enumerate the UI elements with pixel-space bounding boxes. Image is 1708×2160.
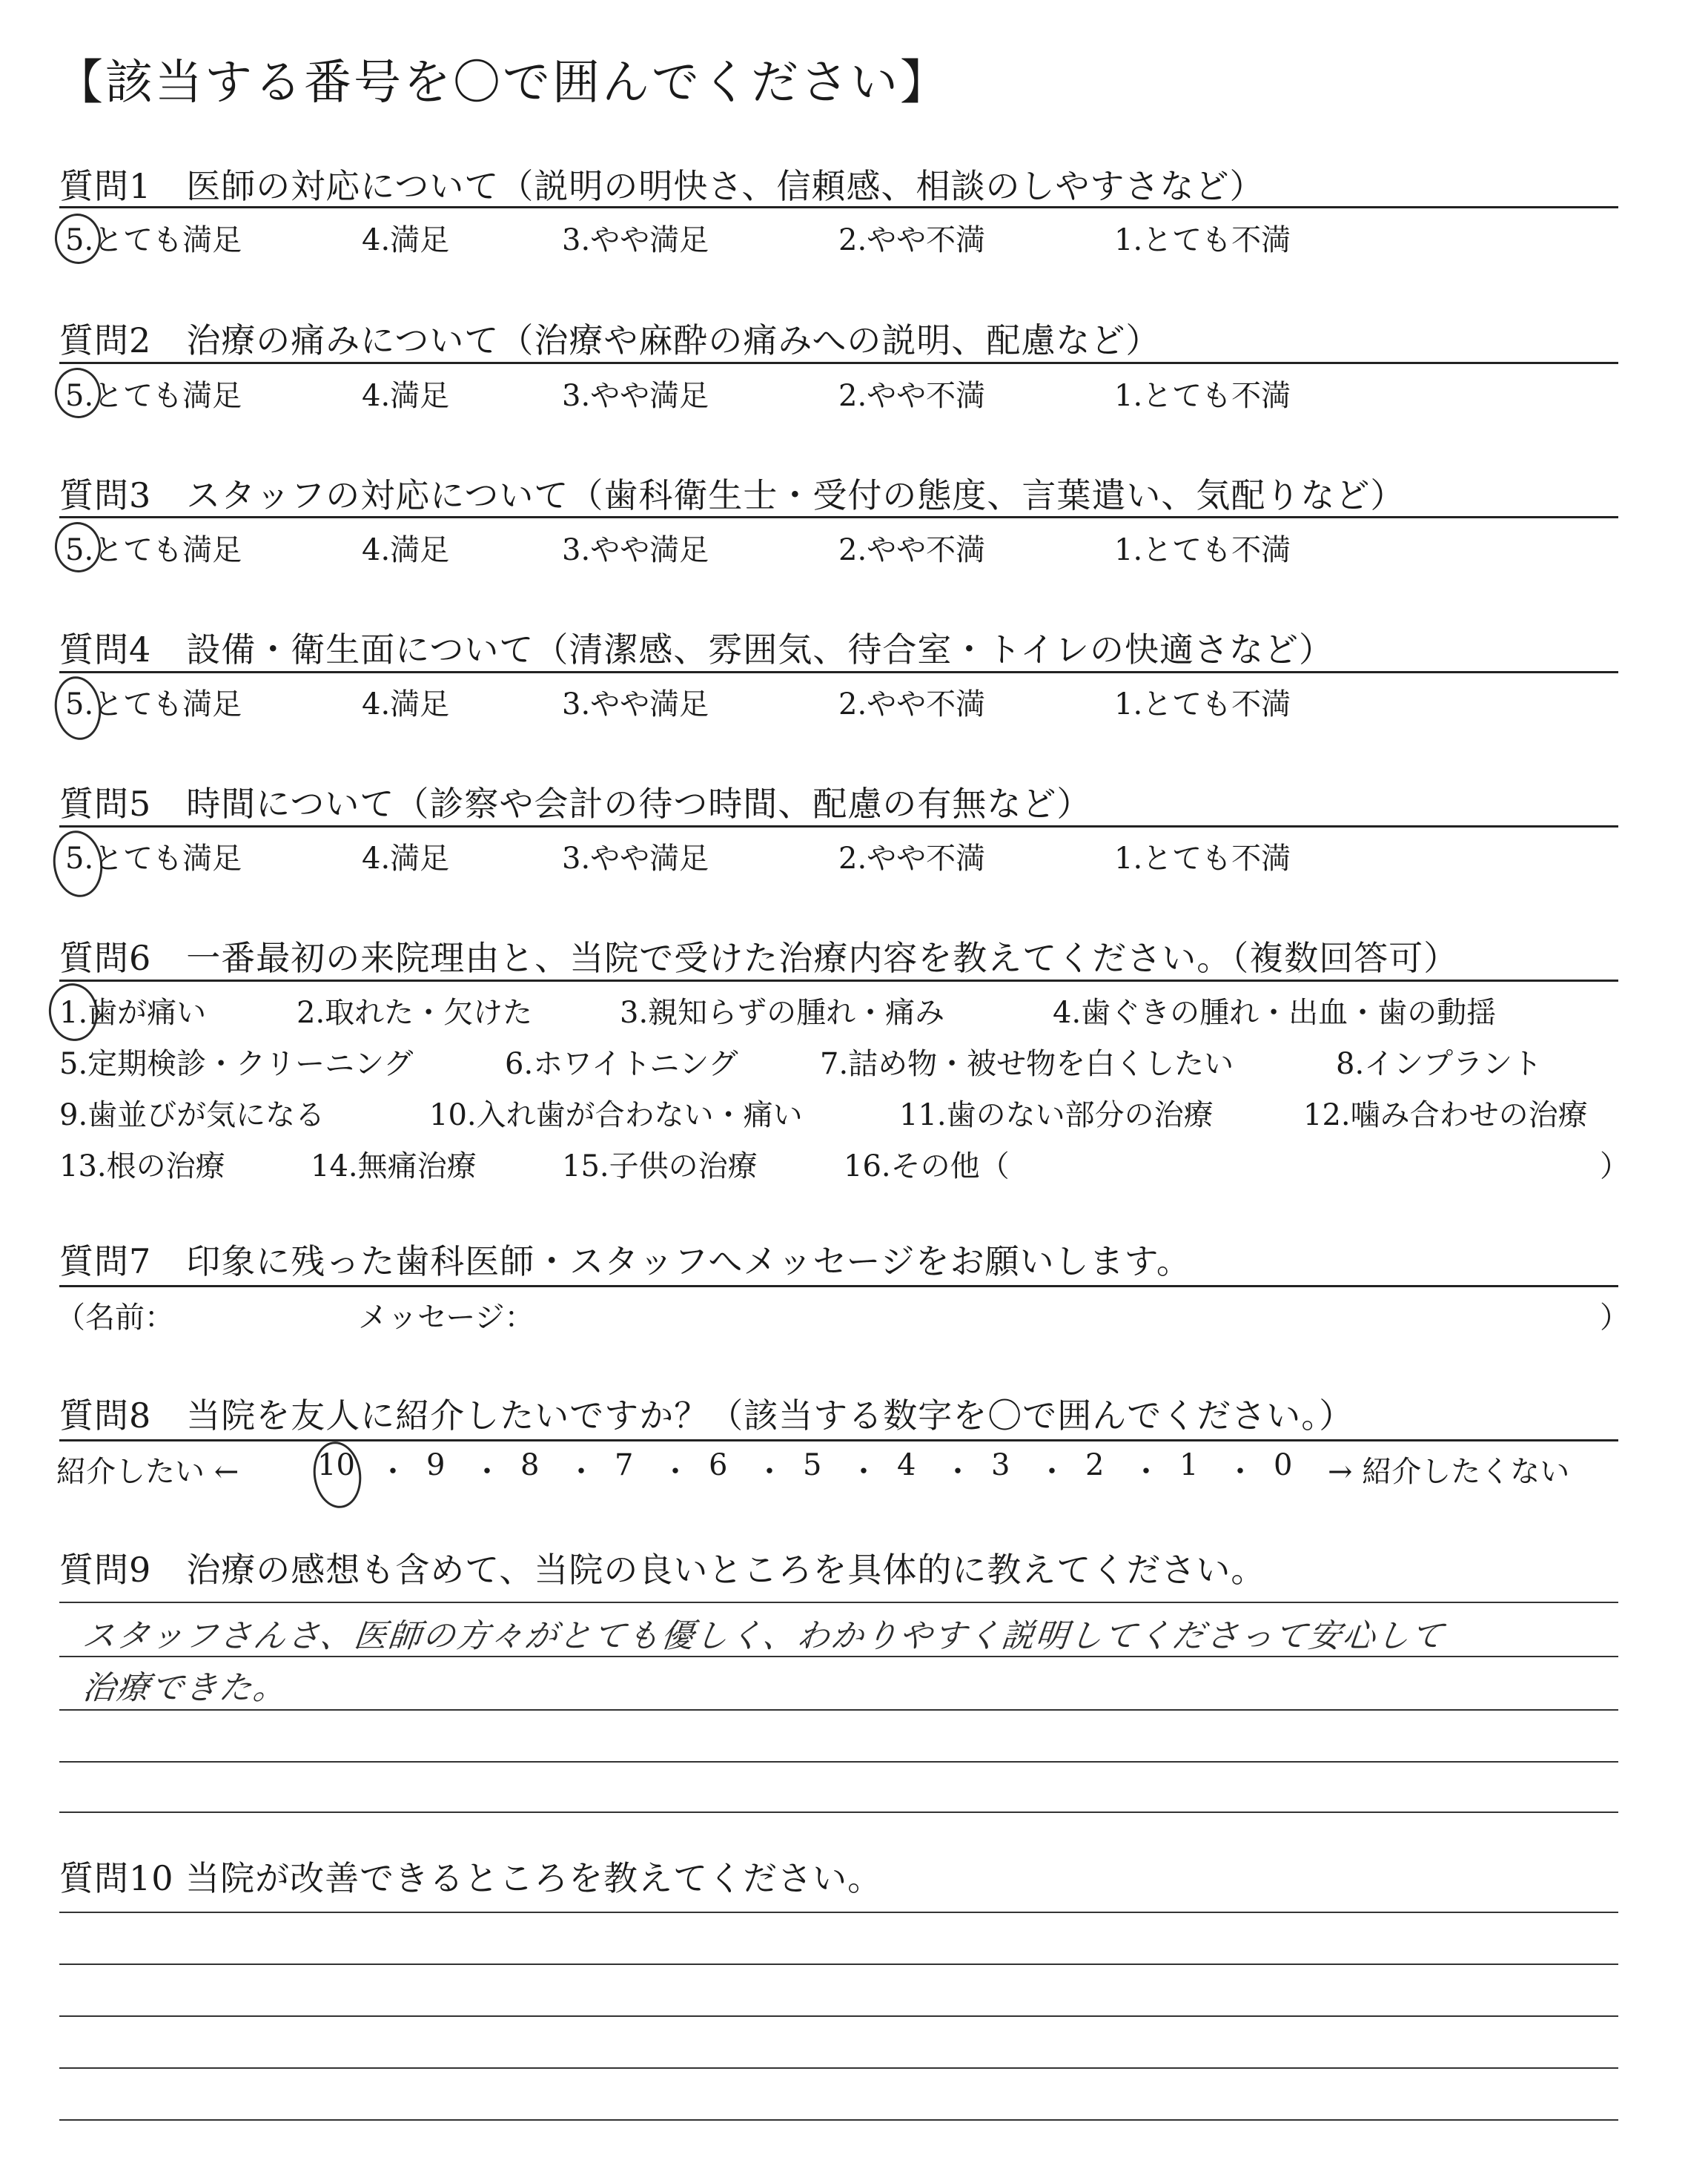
question-7-divider <box>59 1285 1618 1287</box>
q6-option-10[interactable]: 10.入れ歯が合わない・痛い <box>429 1098 803 1132</box>
q6-option-14[interactable]: 14.無痛治療 <box>311 1149 477 1183</box>
q6-option-9[interactable]: 9.歯並びが気になる <box>59 1098 325 1132</box>
scale-value-5[interactable]: 5 <box>803 1448 822 1482</box>
page-title: 【該当する番号を〇で囲んでください】 <box>56 56 950 110</box>
q5-option-1[interactable]: 1.とても不満 <box>1114 842 1291 876</box>
q4-option-4[interactable]: 4.満足 <box>362 687 450 721</box>
q9-handwritten-answer-line-1[interactable]: スタッフさんさ、医師の方々がとても優しく、わかりやすく説明してくださって安心して <box>80 1617 1447 1655</box>
q6-option-4[interactable]: 4.歯ぐきの腫れ・出血・歯の動揺 <box>1053 996 1497 1030</box>
scale-separator: ・ <box>849 1455 878 1489</box>
scale-value-1[interactable]: 1 <box>1179 1448 1199 1482</box>
question-10-title: 質問10 当院が改善できるところを教えてください。 <box>59 1858 883 1898</box>
q2-option-1[interactable]: 1.とても不満 <box>1114 379 1291 413</box>
answer-line <box>59 1602 1618 1603</box>
question-1-title: 質問1 医師の対応について（説明の明快さ、信頼感、相談のしやすさなど） <box>59 166 1265 206</box>
question-6-title: 質問6 一番最初の来院理由と、当院で受けた治療内容を教えてください。（複数回答可） <box>59 938 1459 978</box>
q6-option-2[interactable]: 2.取れた・欠けた <box>297 996 533 1030</box>
q2-option-5[interactable]: 5.とても満足 <box>65 379 242 413</box>
question-8-title: 質問8 当院を友人に紹介したいですか？（該当する数字を〇で囲んでください。） <box>59 1396 1354 1436</box>
q6-option-1[interactable]: 1.歯が痛い <box>59 996 207 1030</box>
question-9-title: 質問9 治療の感想も含めて、当院の良いところを具体的に教えてください。 <box>59 1550 1266 1590</box>
question-4-title: 質問4 設備・衛生面について（清潔感、雰囲気、待合室・トイレの快適さなど） <box>59 630 1334 670</box>
q6-option-6[interactable]: 6.ホワイトニング <box>505 1047 738 1081</box>
scale-value-3[interactable]: 3 <box>991 1448 1010 1482</box>
scale-value-9[interactable]: 9 <box>426 1448 446 1482</box>
question-5-title: 質問5 時間について（診察や会計の待つ時間、配慮の有無など） <box>59 784 1092 824</box>
q5-option-5[interactable]: 5.とても満足 <box>65 842 242 876</box>
scale-separator: ・ <box>566 1455 596 1489</box>
q2-option-4[interactable]: 4.満足 <box>362 379 450 413</box>
question-5-divider <box>59 825 1618 828</box>
q7-message-label[interactable]: メッセージ： <box>358 1301 534 1335</box>
scale-right-label: → 紹介したくない <box>1328 1455 1570 1489</box>
q4-option-5[interactable]: 5.とても満足 <box>65 687 242 721</box>
scale-separator: ・ <box>1131 1455 1161 1489</box>
scale-left-label: 紹介したい ← <box>56 1455 239 1489</box>
q9-handwritten-answer-line-2[interactable]: 治療できた。 <box>80 1669 290 1707</box>
answer-line <box>59 1761 1618 1763</box>
q2-option-3[interactable]: 3.やや満足 <box>562 379 709 413</box>
q3-option-2[interactable]: 2.やや不満 <box>838 533 986 567</box>
q6-option-11[interactable]: 11.歯のない部分の治療 <box>899 1098 1214 1132</box>
q7-name-label[interactable]: （名前： <box>56 1301 174 1335</box>
q7-close-paren: ） <box>1600 1301 1629 1335</box>
question-6-divider <box>59 980 1618 982</box>
scale-value-7[interactable]: 7 <box>615 1448 634 1482</box>
scale-value-0[interactable]: 0 <box>1274 1448 1293 1482</box>
q6-other-close-paren: ） <box>1600 1149 1629 1183</box>
q4-option-1[interactable]: 1.とても不満 <box>1114 687 1291 721</box>
scale-value-4[interactable]: 4 <box>897 1448 916 1482</box>
scale-value-8[interactable]: 8 <box>520 1448 540 1482</box>
answer-line[interactable] <box>59 2015 1618 2017</box>
question-3-divider <box>59 516 1618 518</box>
q6-option-3[interactable]: 3.親知らずの腫れ・痛み <box>620 996 945 1030</box>
q6-option-12[interactable]: 12.噛み合わせの治療 <box>1303 1098 1588 1132</box>
answer-line[interactable] <box>59 2067 1618 2069</box>
question-2-title: 質問2 治療の痛みについて（治療や麻酔の痛みへの説明、配慮など） <box>59 320 1161 360</box>
q6-option-16[interactable]: 16.その他（ <box>844 1149 1010 1183</box>
q2-option-2[interactable]: 2.やや不満 <box>838 379 986 413</box>
scale-value-6[interactable]: 6 <box>709 1448 728 1482</box>
scale-separator: ・ <box>1037 1455 1067 1489</box>
answer-line <box>59 1811 1618 1813</box>
answer-line <box>59 1656 1618 1657</box>
q4-option-3[interactable]: 3.やや満足 <box>562 687 709 721</box>
q3-option-4[interactable]: 4.満足 <box>362 533 450 567</box>
scale-value-2[interactable]: 2 <box>1085 1448 1105 1482</box>
q1-option-2[interactable]: 2.やや不満 <box>838 223 986 257</box>
q6-option-8[interactable]: 8.インプラント <box>1336 1047 1543 1081</box>
q3-option-3[interactable]: 3.やや満足 <box>562 533 709 567</box>
question-3-title: 質問3 スタッフの対応について（歯科衛生士・受付の態度、言葉遣い、気配りなど） <box>59 475 1406 515</box>
scale-separator: ・ <box>661 1455 690 1489</box>
scale-separator: ・ <box>1225 1455 1255 1489</box>
q1-option-1[interactable]: 1.とても不満 <box>1114 223 1291 257</box>
q6-option-5[interactable]: 5.定期検診・クリーニング <box>59 1047 414 1081</box>
q5-option-4[interactable]: 4.満足 <box>362 842 450 876</box>
q5-option-3[interactable]: 3.やや満足 <box>562 842 709 876</box>
answer-line[interactable] <box>59 1912 1618 1913</box>
q3-option-5[interactable]: 5.とても満足 <box>65 533 242 567</box>
scale-separator: ・ <box>472 1455 502 1489</box>
question-2-divider <box>59 362 1618 364</box>
q1-option-5[interactable]: 5.とても満足 <box>65 223 242 257</box>
answer-line[interactable] <box>59 2119 1618 2121</box>
question-7-title: 質問7 印象に残った歯科医師・スタッフへメッセージをお願いします。 <box>59 1241 1191 1281</box>
q4-option-2[interactable]: 2.やや不満 <box>838 687 986 721</box>
answer-line[interactable] <box>59 1964 1618 1965</box>
q6-option-15[interactable]: 15.子供の治療 <box>562 1149 758 1183</box>
answer-line <box>59 1709 1618 1711</box>
q1-option-4[interactable]: 4.満足 <box>362 223 450 257</box>
q5-option-2[interactable]: 2.やや不満 <box>838 842 986 876</box>
scale-separator: ・ <box>755 1455 784 1489</box>
q6-option-7[interactable]: 7.詰め物・被せ物を白くしたい <box>820 1047 1234 1081</box>
q3-option-1[interactable]: 1.とても不満 <box>1114 533 1291 567</box>
q1-option-3[interactable]: 3.やや満足 <box>562 223 709 257</box>
question-8-divider <box>59 1439 1618 1441</box>
question-4-divider <box>59 671 1618 673</box>
scale-separator: ・ <box>943 1455 973 1489</box>
q6-option-13[interactable]: 13.根の治療 <box>59 1149 225 1183</box>
question-1-divider <box>59 206 1618 208</box>
scale-value-10[interactable]: 10 <box>317 1448 355 1482</box>
scale-separator: ・ <box>378 1455 408 1489</box>
